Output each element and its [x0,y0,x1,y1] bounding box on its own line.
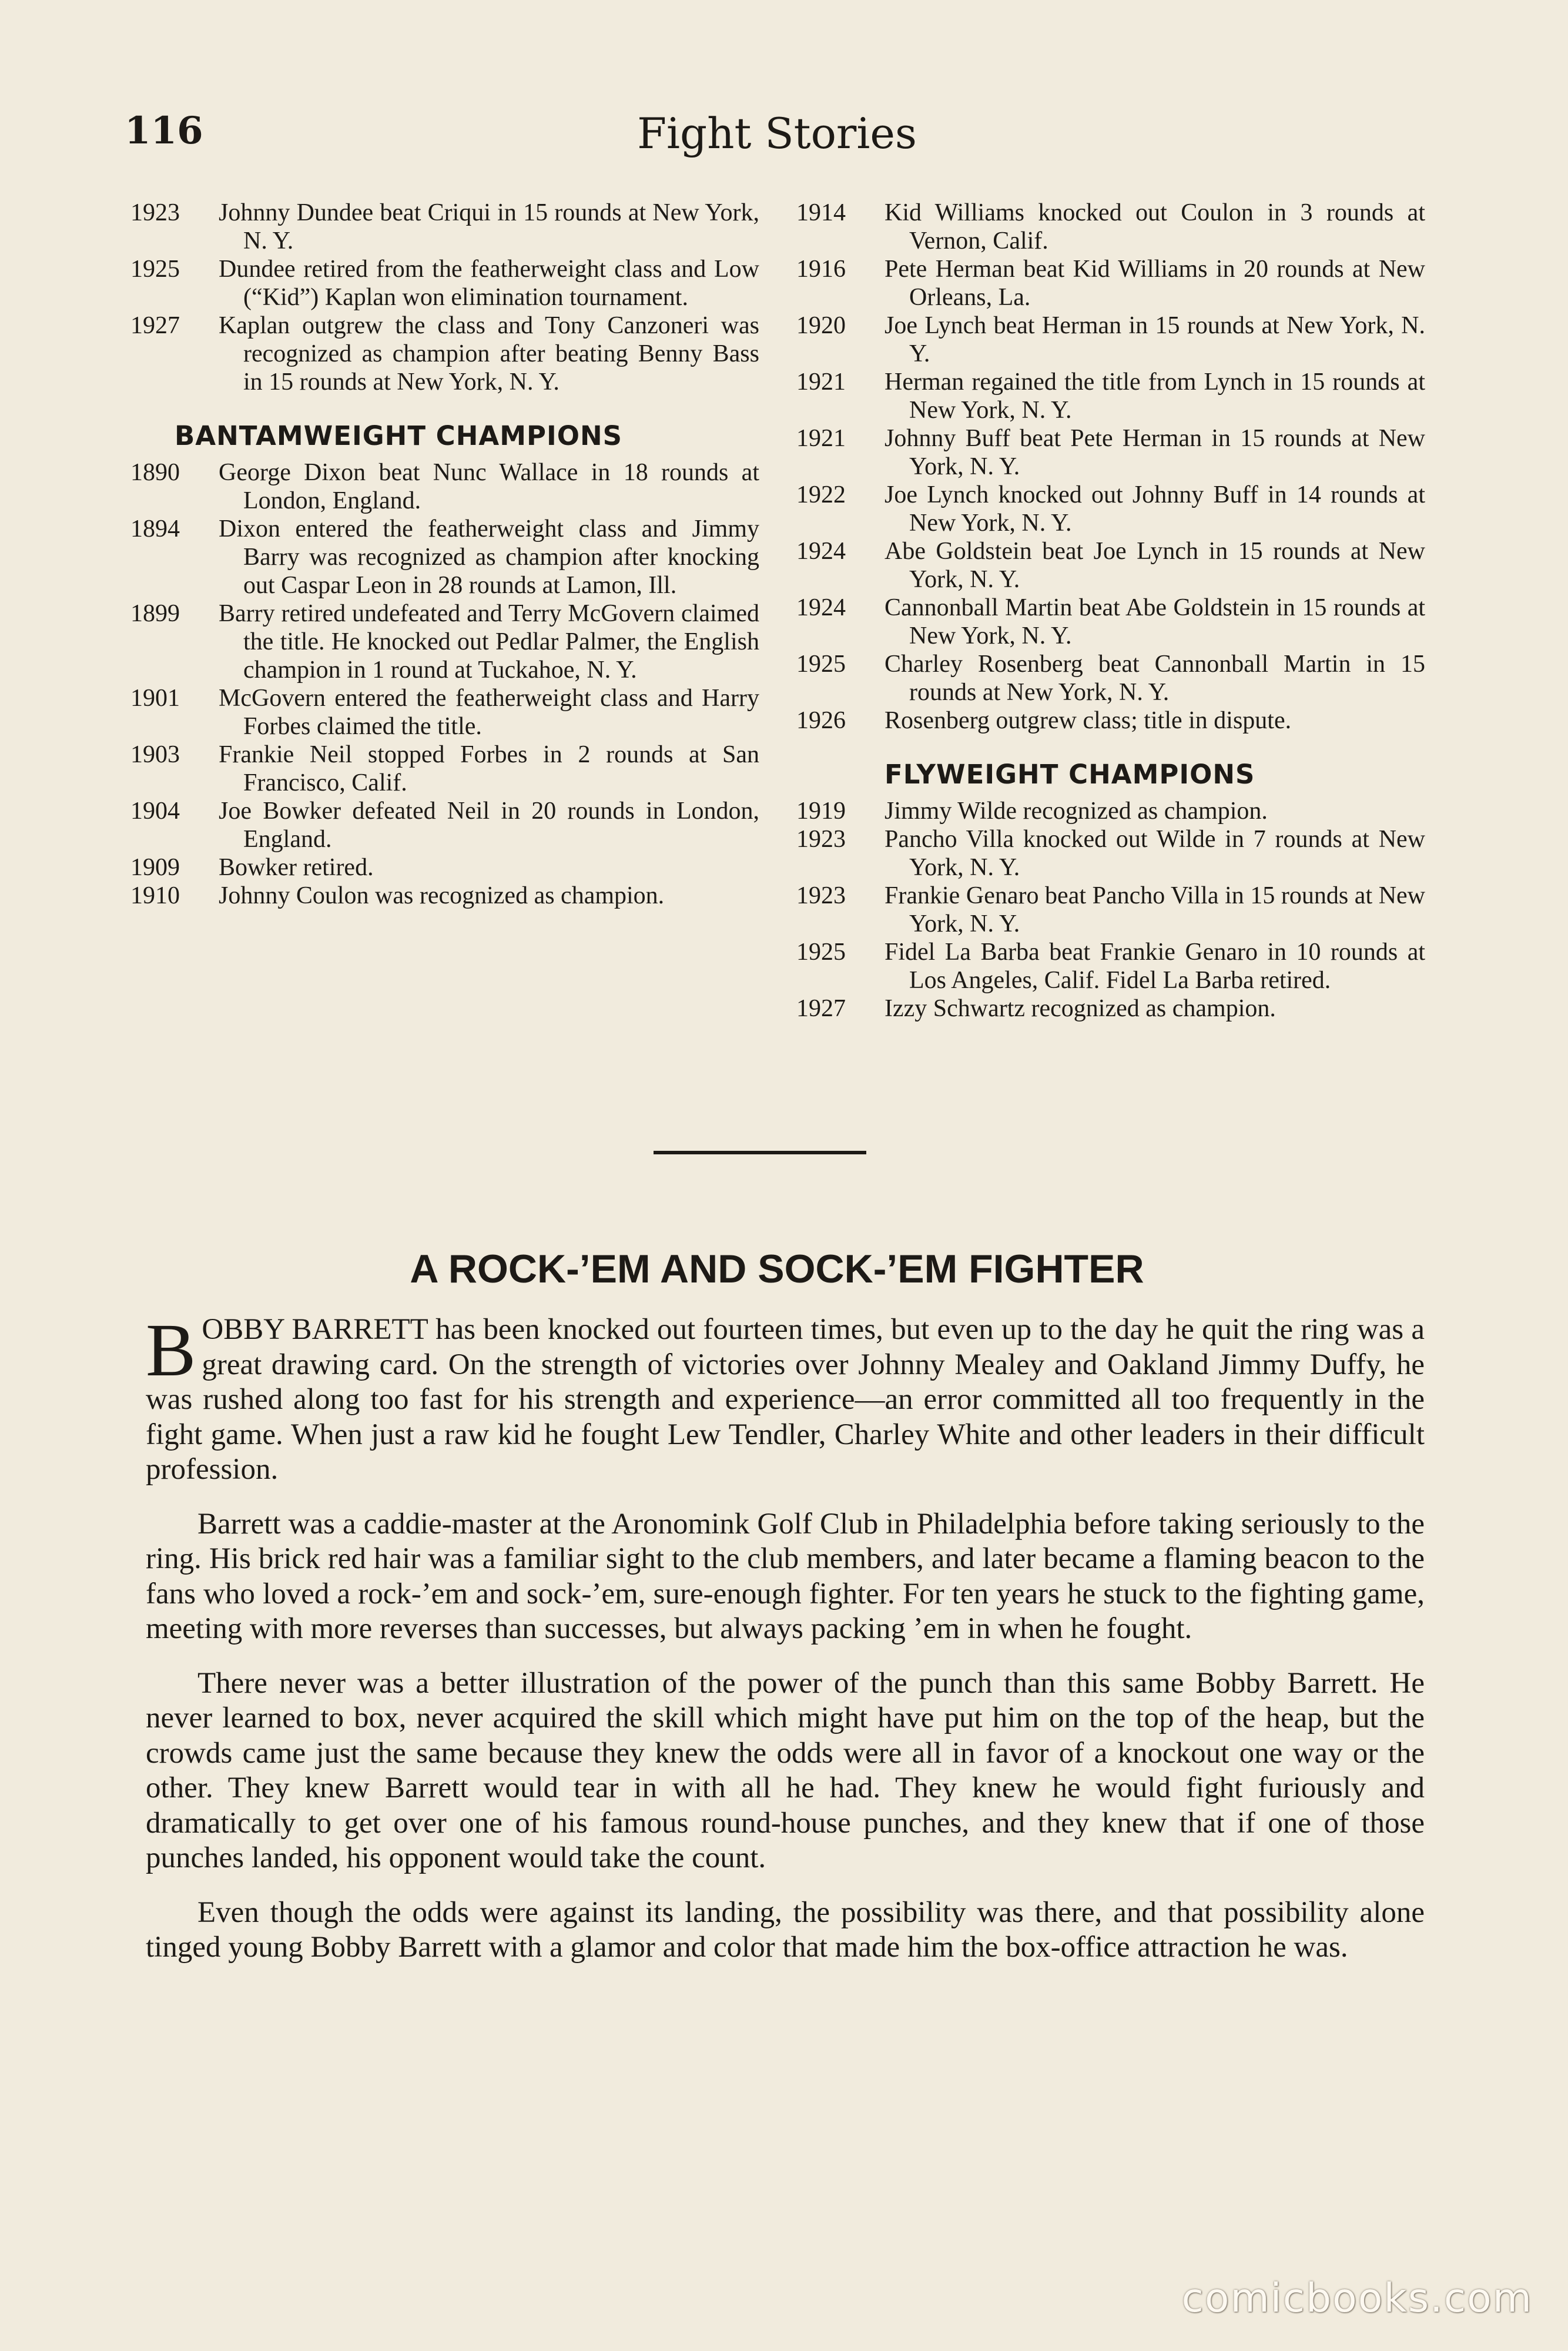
entry-year: 1903 [130,741,180,768]
champion-entry [796,537,1425,594]
entry-text: Charley Rosenberg beat Cannonball Martin in 15 rounds at New York, N. Y. [884,651,1425,706]
entry-year: 1922 [796,481,846,508]
champion-entry [796,994,1425,1023]
champion-entry [796,650,1425,706]
bantamweight-heading: BANTAMWEIGHT CHAMPIONS [175,420,623,451]
site-watermark: comicbooks.com [1181,2275,1533,2322]
champion-entry [796,594,1425,650]
right-column [796,199,1425,1023]
entry-year: 1909 [130,854,180,881]
article-paragraph: There never was a better illustration of the power of the punch than this same Bobby Barrett. He never learned to box, never acquired the skill which might have put him on the top of the heap, but the crowds came just the same because they knew the odds were all in favor of a knockout one way or the other. They knew Barrett would tear in with all he had. They knew he would fight furiously and dramatically to get over one of his famous round-house punches, and they knew that if one of those punches landed, his opponent would take the count. [146,1666,1425,1874]
champion-entry [130,199,759,255]
champion-entry [130,255,759,312]
entry-text: Dundee retired from the featherweight class and Low (“Kid”) Kaplan won elimination tournament. [219,256,759,311]
left-column [130,199,759,910]
entry-text: Joe Bowker defeated Neil in 20 rounds in London, England. [219,798,759,853]
entry-year: 1901 [130,685,180,712]
article-body [146,1308,1425,1985]
champion-entry [130,797,759,853]
champion-entry [796,368,1425,424]
champion-entry [130,515,759,600]
article-paragraph: Barrett was a caddie-master at the Aronomink Golf Club in Philadelphia before taking seriously to the ring. His brick red hair was a familiar sight to the club members, and later became a flaming beacon to the fans who loved a rock-’em and sock-’em, sure-enough fighter. For ten years he stuck to the fighting game, meeting with more reverses than successes, but always packing ’em in when he fought. [146,1507,1425,1645]
entry-year: 1920 [796,312,846,339]
section-divider [654,1151,866,1154]
champion-entry [796,706,1425,735]
entry-year: 1919 [796,798,846,825]
entry-year: 1921 [796,425,846,452]
article-paragraph: Even though the odds were against its landing, the possibility was there, and that possibility alone tinged young Bobby Barrett with a glamor and color that made him the box-office attraction he was. [146,1895,1425,1964]
entry-year: 1924 [796,594,846,621]
entry-text: Abe Goldstein beat Joe Lynch in 15 rounds at New York, N. Y. [884,538,1425,593]
champion-entry [796,797,1425,825]
page-header [125,109,1429,173]
champion-entry [130,684,759,741]
entry-text: Johnny Dundee beat Criqui in 15 rounds at New York, N. Y. [219,199,759,254]
champion-entry [130,600,759,684]
entry-year: 1894 [130,515,180,542]
entry-text: Joe Lynch knocked out Johnny Buff in 14 rounds at New York, N. Y. [884,481,1425,537]
champion-entry [130,882,759,910]
entry-year: 1925 [796,939,846,966]
entry-year: 1926 [796,707,846,734]
champion-entry [796,882,1425,938]
entry-text: Barry retired undefeated and Terry McGovern claimed the title. He knocked out Pedlar Palmer, the English champion in 1 round at Tuckahoe, N. Y. [219,600,759,684]
running-title: Fight Stories [637,109,917,158]
champion-entry [130,312,759,396]
entry-text: Cannonball Martin beat Abe Goldstein in 15 rounds at New York, N. Y. [884,594,1425,649]
entry-year: 1890 [130,459,180,486]
entry-text: Izzy Schwartz recognized as champion. [884,995,1276,1022]
champion-entry [130,853,759,882]
entry-text: Dixon entered the featherweight class and Jimmy Barry was recognized as champion after knocking out Caspar Leon in 28 rounds at Lamon, Ill. [219,515,759,599]
entry-text: Pancho Villa knocked out Wilde in 7 rounds at New York, N. Y. [884,826,1425,881]
flyweight-heading: FLYWEIGHT CHAMPIONS [884,759,1255,790]
entry-text: Joe Lynch beat Herman in 15 rounds at New York, N. Y. [884,312,1425,367]
entry-text: Kid Williams knocked out Coulon in 3 rounds at Vernon, Calif. [884,199,1425,254]
entry-year: 1899 [130,600,180,627]
entry-year: 1923 [796,826,846,853]
paragraph-text: OBBY BARRETT has been knocked out fourteen times, but even up to the day he quit the ring was a great drawing card. On the strength of victories over Johnny Mealey and Oakland Jimmy Duffy, he was rushed along too fast for his strength and experience—an error committed all too frequently in the fight game. When just a raw kid he fought Lew Tendler, Charley White and other leaders in their difficult profession. [146,1313,1425,1486]
entry-year: 1925 [796,651,846,678]
entry-text: Kaplan outgrew the class and Tony Canzoneri was recognized as champion after beating Benny Bass in 15 rounds at New York, N. Y. [219,312,759,396]
champion-entry [796,938,1425,994]
drop-cap: B [146,1308,196,1392]
entry-text: Rosenberg outgrew class; title in dispute. [884,707,1292,734]
entry-year: 1925 [130,256,180,283]
entry-year: 1923 [130,199,180,226]
champion-entry [796,825,1425,882]
champion-entry [796,255,1425,312]
entry-text: Bowker retired. [219,854,374,881]
champion-entry [796,312,1425,368]
champion-entry [130,458,759,515]
entry-year: 1910 [130,882,180,909]
entry-text: Johnny Coulon was recognized as champion. [219,882,665,909]
champion-entry [130,741,759,797]
champion-entry [796,481,1425,537]
entry-year: 1916 [796,256,846,283]
entry-text: McGovern entered the featherweight class and Harry Forbes claimed the title. [219,685,759,740]
entry-year: 1904 [130,798,180,825]
entry-year: 1914 [796,199,846,226]
entry-text: Frankie Neil stopped Forbes in 2 rounds at San Francisco, Calif. [219,741,759,796]
entry-text: Johnny Buff beat Pete Herman in 15 rounds at New York, N. Y. [884,425,1425,480]
article-title: A ROCK-’EM AND SOCK-’EM FIGHTER [410,1247,1144,1291]
entry-year: 1923 [796,882,846,909]
page-number: 116 [125,109,203,153]
entry-text: Frankie Genaro beat Pancho Villa in 15 rounds at New York, N. Y. [884,882,1425,937]
entry-text: Herman regained the title from Lynch in 15 rounds at New York, N. Y. [884,369,1425,424]
entry-year: 1921 [796,369,846,396]
entry-text: Jimmy Wilde recognized as champion. [884,798,1268,825]
entry-text: George Dixon beat Nunc Wallace in 18 rounds at London, England. [219,459,759,514]
entry-year: 1924 [796,538,846,565]
champion-entry [796,199,1425,255]
champion-entry [796,424,1425,481]
entry-text: Fidel La Barba beat Frankie Genaro in 10 rounds at Los Angeles, Calif. Fidel La Barba retired. [884,939,1425,994]
entry-year: 1927 [130,312,180,339]
entry-text: Pete Herman beat Kid Williams in 20 rounds at New Orleans, La. [884,256,1425,311]
entry-year: 1927 [796,995,846,1022]
article-paragraph [146,1308,1425,1488]
